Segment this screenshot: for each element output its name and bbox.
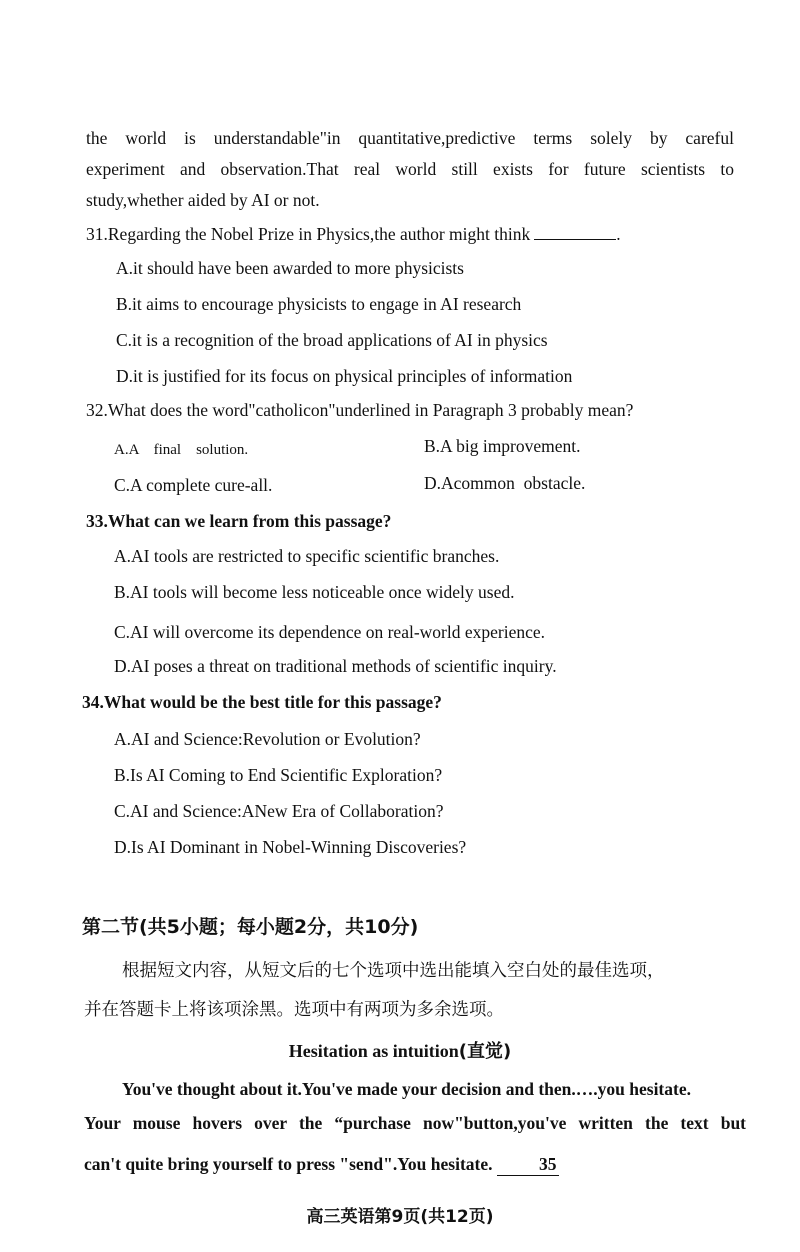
section-2-instruction-1: 根据短文内容，从短文后的七个选项中选出能填入空白处的最佳选项，	[122, 961, 665, 981]
blank-35: 35	[497, 1154, 559, 1176]
question-34-option-b: B.Is AI Coming to End Scientific Exploration?	[114, 765, 443, 785]
question-33-option-b: B.AI tools will become less noticeable once widely used.	[114, 582, 515, 602]
question-31-text: 31.Regarding the Nobel Prize in Physics,the author might think	[86, 224, 531, 244]
question-34-stem: 34.What would be the best title for this passage?	[82, 692, 442, 712]
question-32-option-d: D.Acommon obstacle.	[424, 473, 586, 493]
answer-blank	[534, 225, 616, 240]
passage-body-line-3	[84, 1154, 559, 1176]
page-footer: 高三英语第9页(共12页)	[306, 1207, 494, 1227]
passage-line-3: study,whether aided by AI or not.	[86, 190, 320, 210]
question-31-option-a: A.it should have been awarded to more physicists	[116, 258, 464, 278]
question-33-option-c: C.AI will overcome its dependence on real-world experience.	[114, 622, 546, 642]
section-2-instruction-2: 并在答题卡上将该项涂黑。选项中有两项为多余选项。	[84, 1000, 504, 1020]
passage-title-en: Hesitation as intuition	[288, 1041, 459, 1061]
question-32-stem: 32.What does the word"catholicon"underlined in Paragraph 3 probably mean?	[86, 400, 634, 420]
stem-period: .	[616, 224, 621, 244]
passage-line-1: the world is understandable"in quantitative,predictive terms solely by careful	[86, 128, 734, 148]
passage-body-line-1: You've thought about it.You've made your decision and then.….you hesitate.	[122, 1079, 691, 1099]
question-34-option-c: C.AI and Science:ANew Era of Collaboration?	[114, 801, 444, 821]
passage-body-line-3-text: can't quite bring yourself to press "send".You hesitate.	[84, 1154, 493, 1174]
passage-body-line-2: Your mouse hovers over the “purchase now"button,you've written the text but	[84, 1113, 746, 1133]
question-32-option-c: C.A complete cure-all.	[114, 475, 273, 495]
question-31-stem	[86, 224, 621, 245]
section-2-heading: 第二节(共5小题；每小题2分，共10分)	[82, 916, 419, 938]
question-33-option-d: D.AI poses a threat on traditional methods of scientific inquiry.	[114, 656, 557, 676]
passage-title	[0, 1037, 800, 1063]
question-33-stem: 33.What can we learn from this passage?	[86, 511, 392, 531]
question-32-option-b: B.A big improvement.	[424, 436, 581, 456]
question-31-option-c: C.it is a recognition of the broad applications of AI in physics	[116, 330, 548, 350]
question-34-option-a: A.AI and Science:Revolution or Evolution?	[114, 729, 421, 749]
question-31-option-d: D.it is justified for its focus on physical principles of information	[116, 366, 573, 386]
question-34-option-d: D.Is AI Dominant in Nobel-Winning Discoveries?	[114, 837, 467, 857]
question-33-option-a: A.AI tools are restricted to specific scientific branches.	[114, 546, 500, 566]
question-32-option-a: A.A final solution.	[114, 442, 249, 458]
question-31-option-b: B.it aims to encourage physicists to engage in AI research	[116, 294, 522, 314]
passage-line-2: experiment and observation.That real world still exists for future scientists to	[86, 159, 734, 179]
passage-title-cn: (直觉)	[458, 1041, 512, 1062]
